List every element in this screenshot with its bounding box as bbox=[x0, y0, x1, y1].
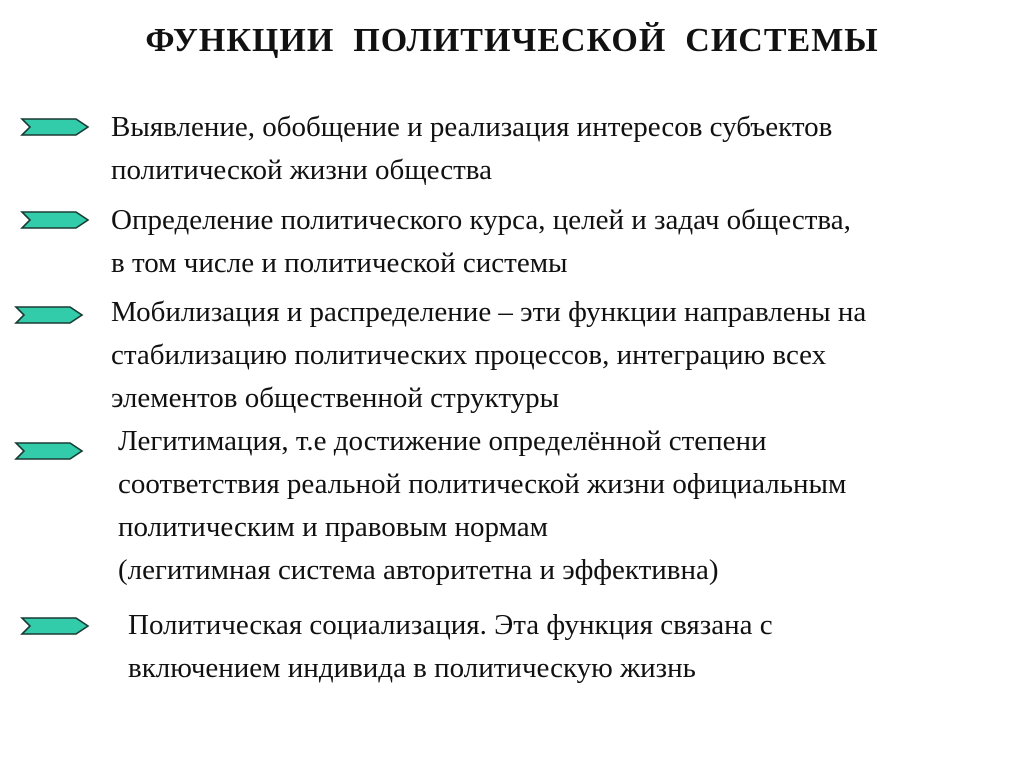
bullet-arrow-icon bbox=[20, 117, 90, 137]
bullet-arrow-icon bbox=[14, 441, 84, 461]
list-item-line: стабилизацию политических процессов, интеграцию всех bbox=[111, 339, 827, 371]
bullet-arrow-icon bbox=[20, 210, 90, 230]
list-item bbox=[111, 199, 851, 285]
list-item-line: элементов общественной структуры bbox=[111, 382, 560, 414]
list-item-line: Легитимация, т.е достижение определённой степени bbox=[118, 425, 767, 457]
list-item bbox=[111, 291, 866, 420]
slide-title: ФУНКЦИИ ПОЛИТИЧЕСКОЙ СИСТЕМЫ bbox=[145, 22, 879, 59]
list-item-line: в том числе и политической системы bbox=[111, 247, 568, 279]
list-item bbox=[128, 604, 773, 690]
list-item-line: политическим и правовым нормам bbox=[118, 511, 548, 543]
list-item-line: Политическая социализация. Эта функция связана с bbox=[128, 609, 773, 641]
list-item bbox=[111, 106, 832, 192]
list-item-line: Выявление, обобщение и реализация интересов субъектов bbox=[111, 111, 833, 143]
list-item-line: Определение политического курса, целей и задач общества, bbox=[111, 204, 851, 236]
list-item-line: политической жизни общества bbox=[111, 154, 492, 186]
list-item-line: Мобилизация и распределение – эти функции направлены на bbox=[111, 296, 867, 328]
list-item-line: включением индивида в политическую жизнь bbox=[128, 652, 696, 684]
list-item-line: соответствия реальной политической жизни официальным bbox=[118, 468, 847, 500]
bullet-arrow-icon bbox=[20, 616, 90, 636]
bullet-arrow-icon bbox=[14, 305, 84, 325]
list-item-line: (легитимная система авторитетна и эффективна) bbox=[118, 554, 719, 586]
list-item bbox=[118, 420, 846, 592]
